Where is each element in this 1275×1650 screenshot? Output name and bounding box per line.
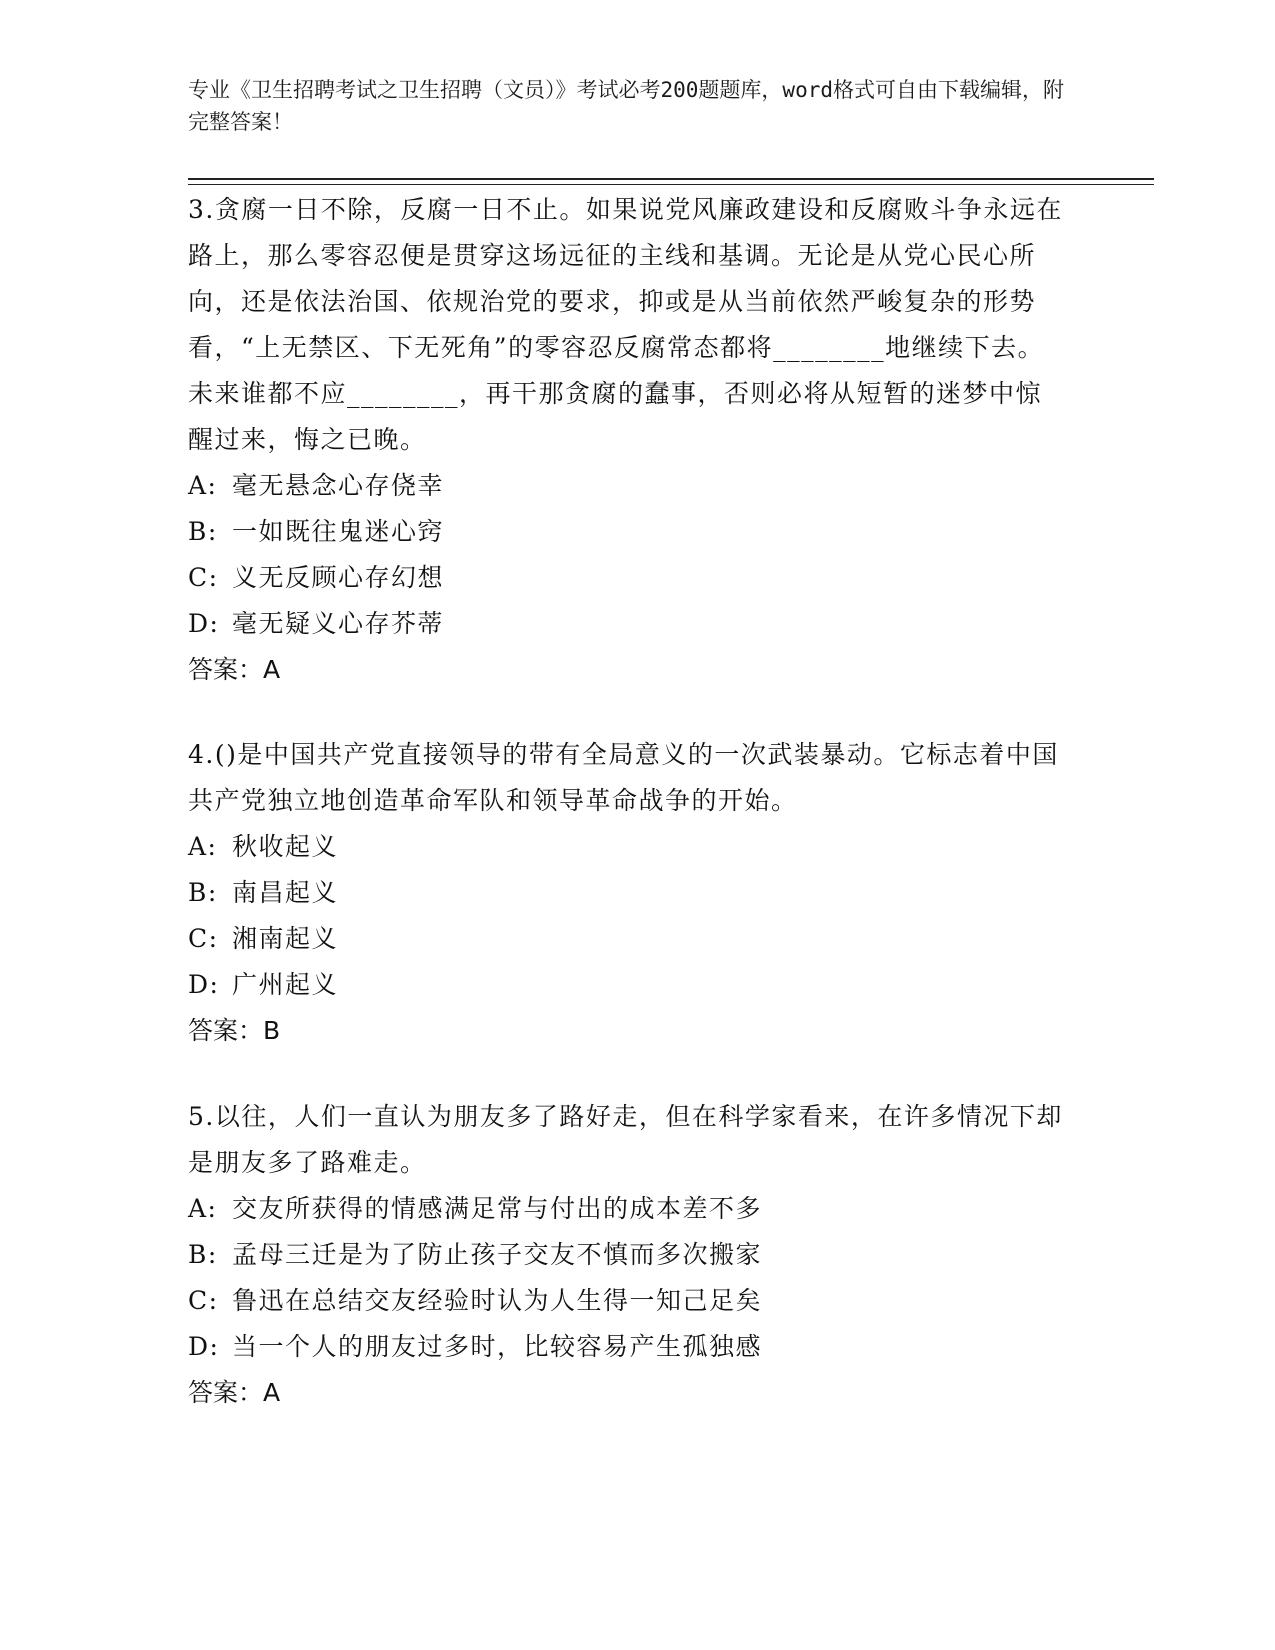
question-4 bbox=[188, 732, 1068, 1054]
option-text: 广州起义 bbox=[232, 970, 339, 999]
option-c bbox=[188, 555, 1068, 601]
option-a bbox=[188, 1186, 1068, 1232]
option-text: 当一个人的朋友过多时，比较容易产生孤独感 bbox=[232, 1332, 763, 1361]
option-letter: D: bbox=[188, 609, 220, 638]
answer-line: 答案：B bbox=[188, 1016, 281, 1045]
option-text: 南昌起义 bbox=[232, 878, 339, 907]
option-letter: D: bbox=[188, 1332, 220, 1361]
option-letter: B: bbox=[188, 878, 218, 907]
option-letter: A: bbox=[188, 471, 218, 500]
option-c bbox=[188, 1278, 1068, 1324]
option-b bbox=[188, 870, 1068, 916]
question-stem: 5.以往，人们一直认为朋友多了路好走，但在科学家看来，在许多情况下却是朋友多了路难走。 bbox=[188, 1102, 1063, 1177]
question-3 bbox=[188, 187, 1068, 693]
option-letter: C: bbox=[188, 563, 219, 592]
option-a bbox=[188, 824, 1068, 870]
option-a bbox=[188, 463, 1068, 509]
answer-line: 答案：A bbox=[188, 655, 281, 684]
option-text: 一如既往鬼迷心窍 bbox=[232, 517, 445, 546]
option-text: 交友所获得的情感满足常与付出的成本差不多 bbox=[232, 1194, 763, 1223]
option-d bbox=[188, 962, 1068, 1008]
option-letter: A: bbox=[188, 1194, 218, 1223]
question-5 bbox=[188, 1094, 1068, 1416]
option-b bbox=[188, 509, 1068, 555]
option-text: 毫无疑义心存芥蒂 bbox=[232, 609, 445, 638]
document-header: 专业《卫生招聘考试之卫生招聘（文员）》考试必考200题题库，word格式可自由下载编辑，附完整答案！ bbox=[188, 78, 1064, 134]
question-stem: 3.贪腐一日不除，反腐一日不止。如果说党风廉政建设和反腐败斗争永远在路上，那么零容忍便是贯穿这场远征的主线和基调。无论是从党心民心所向，还是依法治国、依规治党的要求，抑或是从当前依然严峻复杂的形势看，“上无禁区、下无死角”的零容忍反腐常态都将________地继续下去。未来谁都不应________，再干那贪腐的蠢事，否则必将从短暂的迷梦中惊醒过来，悔之已晚。 bbox=[188, 195, 1063, 454]
option-text: 湘南起义 bbox=[232, 924, 339, 953]
option-text: 孟母三迁是为了防止孩子交友不慎而多次搬家 bbox=[232, 1240, 763, 1269]
option-text: 秋收起义 bbox=[232, 832, 339, 861]
option-text: 毫无悬念心存侥幸 bbox=[232, 471, 445, 500]
option-d bbox=[188, 601, 1068, 647]
question-stem: 4.()是中国共产党直接领导的带有全局意义的一次武装暴动。它标志着中国共产党独立地创造革命军队和领导革命战争的开始。 bbox=[188, 740, 1059, 815]
header-divider-thick bbox=[188, 178, 1154, 180]
option-letter: B: bbox=[188, 1240, 218, 1269]
answer-line: 答案：A bbox=[188, 1378, 281, 1407]
option-c bbox=[188, 916, 1068, 962]
option-letter: D: bbox=[188, 970, 220, 999]
option-letter: C: bbox=[188, 924, 219, 953]
option-d bbox=[188, 1324, 1068, 1370]
option-b bbox=[188, 1232, 1068, 1278]
option-text: 鲁迅在总结交友经验时认为人生得一知己足矣 bbox=[232, 1286, 763, 1315]
header-divider-thin bbox=[188, 184, 1154, 185]
option-letter: B: bbox=[188, 517, 218, 546]
option-text: 义无反顾心存幻想 bbox=[232, 563, 445, 592]
option-letter: A: bbox=[188, 832, 218, 861]
option-letter: C: bbox=[188, 1286, 219, 1315]
